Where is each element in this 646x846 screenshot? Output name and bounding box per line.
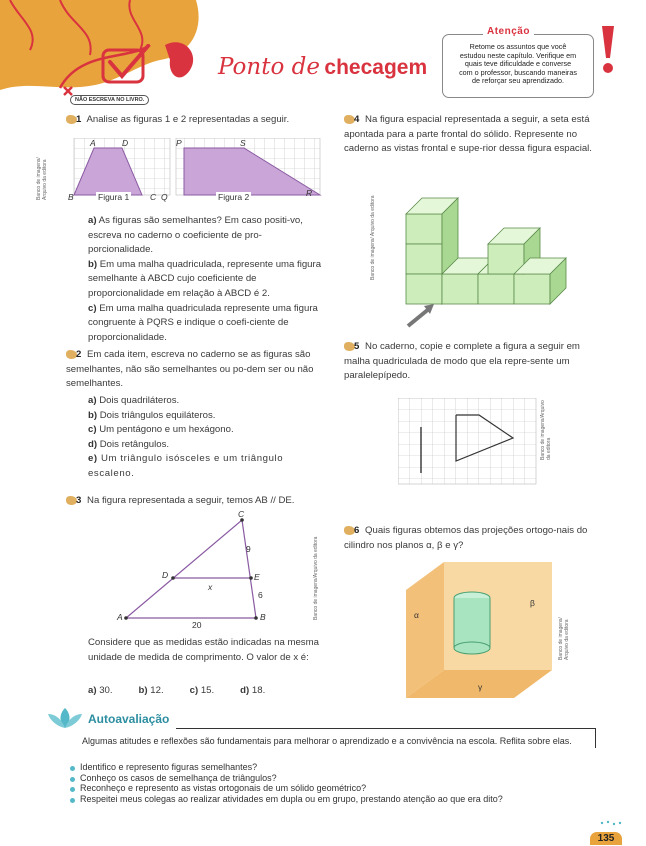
q2-item-d bbox=[88, 438, 326, 453]
list-item: Identifico e represento figuras semelhantes? bbox=[68, 762, 588, 773]
label-alpha: α bbox=[414, 610, 419, 620]
page-title bbox=[218, 54, 427, 80]
option-text: 15. bbox=[200, 685, 215, 696]
label-q: Q bbox=[161, 192, 168, 202]
item-text: Em uma malha quadriculada represente uma figura congruente à PQRS e indique o coefi-ciente de proporcionalidade. bbox=[88, 302, 318, 343]
label-b3: B bbox=[260, 612, 266, 622]
q2-items bbox=[88, 394, 326, 482]
item-letter: b) bbox=[88, 258, 98, 270]
item-letter: c) bbox=[88, 302, 97, 314]
label-s: S bbox=[240, 138, 246, 148]
q1-item-a bbox=[88, 214, 326, 258]
label-20: 20 bbox=[192, 620, 202, 630]
label-c3: C bbox=[238, 509, 245, 519]
lotus-icon bbox=[44, 706, 86, 730]
q1-item-c bbox=[88, 302, 326, 346]
item-text: Um triângulo isósceles e um triângulo escaleno. bbox=[88, 453, 284, 479]
item-text: Em uma malha quadriculada, represente uma figura semelhante à ABCD cujo coeficiente de proporcionalidade em relação à ABCD é 2. bbox=[88, 258, 322, 299]
label-x: x bbox=[208, 582, 213, 592]
autoavaliacao-rule bbox=[176, 728, 596, 729]
label-9: 9 bbox=[246, 544, 251, 554]
q3-option-c bbox=[190, 684, 215, 699]
q3-options bbox=[88, 684, 328, 699]
q6-number: 6 bbox=[344, 524, 362, 539]
q1-items bbox=[88, 214, 326, 345]
label-c: C bbox=[150, 192, 157, 202]
q3-number: 3 bbox=[66, 494, 84, 509]
q3-option-b bbox=[139, 684, 164, 699]
q2-item-c bbox=[88, 423, 326, 438]
q4-text bbox=[344, 113, 594, 157]
q1-number: 1 bbox=[66, 113, 84, 128]
q3-triangle bbox=[118, 510, 278, 630]
exclamation-icon bbox=[597, 24, 619, 76]
item-text: Dois retângulos. bbox=[99, 438, 170, 450]
q3-intro-text: Na figura representada a seguir, temos AB // DE. bbox=[87, 495, 295, 506]
item-letter: a) bbox=[88, 215, 97, 226]
option-letter: b) bbox=[138, 685, 148, 696]
item-text: Dois triângulos equiláteros. bbox=[99, 409, 216, 421]
item-letter: d) bbox=[88, 438, 98, 450]
no-write-badge: NÃO ESCREVA NO LIVRO. bbox=[70, 95, 149, 105]
credit-3: Banco de imagens/ Arquivo da editora bbox=[370, 195, 376, 280]
q6-text bbox=[344, 524, 594, 553]
q4-number: 4 bbox=[344, 113, 362, 128]
autoavaliacao-rule-end bbox=[595, 728, 596, 748]
attention-line: com o professor, buscando maneiras bbox=[459, 67, 577, 77]
item-letter: c) bbox=[88, 424, 97, 436]
autoavaliacao-title: Autoavaliação bbox=[88, 712, 170, 726]
credit-5: Banco de imagens/ Arquivo da editora bbox=[558, 617, 570, 660]
item-text: Dois quadriláteros. bbox=[99, 395, 180, 406]
q4-text-body: Na figura espacial representada a seguir, a seta está apontada para a parte frontal do sólido. Represente no caderno as vistas frontal e supe-rior dessa figura espacial. bbox=[344, 114, 592, 155]
title-bold: checagem bbox=[324, 56, 428, 79]
label-r: R bbox=[306, 188, 313, 198]
autoavaliacao-list bbox=[68, 762, 588, 804]
q2-item-b bbox=[88, 409, 326, 424]
autoavaliacao-intro: Algumas atitudes e reflexões são fundamentais para melhorar o aprendizado e a convivência na escola. Reflita sobre elas. bbox=[82, 736, 572, 746]
title-script: Ponto de bbox=[218, 54, 320, 80]
list-item: Reconheço e represento as vistas ortogonais de um sólido geométrico? bbox=[68, 783, 588, 794]
option-letter: d) bbox=[240, 685, 250, 696]
label-d: D bbox=[122, 138, 129, 148]
item-text: As figuras são semelhantes? Em caso positi-vo, escreva no caderno o coeficiente de pro-porcionalidade. bbox=[88, 215, 303, 256]
label-gamma: γ bbox=[478, 682, 483, 692]
attention-box bbox=[442, 26, 594, 98]
q5-grid-figure bbox=[398, 398, 538, 488]
attention-line: quais teve dificuldade e converse bbox=[464, 59, 572, 69]
item-letter: a) bbox=[88, 395, 97, 406]
figure-1-label: Figura 1 bbox=[98, 192, 130, 202]
list-item: Respeitei meus colegas ao realizar atividades em dupla ou em grupo, prestando atenção ao que era dito? bbox=[68, 794, 588, 805]
option-text: 12. bbox=[150, 685, 164, 696]
credit-2: Banco de imagens/Arquivo da editora bbox=[313, 536, 319, 620]
q5-text-body: No caderno, copie e complete a figura a seguir em malha quadriculada de modo que ela repre-sente um paralelepípedo. bbox=[344, 341, 580, 382]
credit-1: Banco de imagens/ Arquivo da editora bbox=[36, 157, 48, 200]
item-letter: b) bbox=[88, 409, 98, 421]
attention-line: de reforçar seu aprendizado. bbox=[472, 76, 564, 86]
q4-solid bbox=[400, 188, 570, 328]
attention-title: Atenção bbox=[483, 26, 534, 37]
q1-intro bbox=[66, 113, 336, 128]
label-p: P bbox=[176, 138, 182, 148]
label-e3: E bbox=[254, 572, 260, 582]
q3-text: Considere que as medidas estão indicadas na mesma unidade de medida de comprimento. O valor de x é: bbox=[88, 637, 319, 663]
q2-item-e bbox=[88, 452, 326, 481]
q6-text-body: Quais figuras obtemos das projeções ortogo-nais do cilindro nos planos α, β e γ? bbox=[344, 525, 588, 551]
q2-intro bbox=[66, 348, 332, 392]
label-d3: D bbox=[162, 570, 169, 580]
option-text: 30. bbox=[99, 685, 113, 696]
label-a3: A bbox=[117, 612, 123, 622]
label-a: A bbox=[90, 138, 96, 148]
q2-intro-text: Em cada item, escreva no caderno se as figuras são semelhantes, não são semelhantes ou po-dem ser ou não semelhantes. bbox=[66, 349, 314, 390]
q2-number: 2 bbox=[66, 348, 84, 363]
q3-option-a bbox=[88, 684, 113, 699]
q3-intro bbox=[66, 494, 336, 509]
option-letter: a) bbox=[88, 685, 97, 696]
item-letter: e) bbox=[88, 453, 98, 465]
label-6: 6 bbox=[258, 590, 263, 600]
option-text: 18. bbox=[251, 685, 266, 696]
q3-option-d bbox=[240, 684, 265, 699]
q2-item-a bbox=[88, 394, 326, 409]
label-beta: β bbox=[530, 598, 535, 608]
attention-line: estudou neste capítulo. Verifique em bbox=[459, 50, 577, 60]
label-b: B bbox=[68, 192, 74, 202]
option-letter: c) bbox=[189, 685, 199, 696]
q1-intro-text: Analise as figuras 1 e 2 representadas a seguir. bbox=[86, 114, 290, 125]
attention-line: Retome os assuntos que você bbox=[469, 42, 567, 51]
q1-item-b bbox=[88, 258, 326, 302]
q5-text bbox=[344, 340, 594, 384]
q5-number: 5 bbox=[344, 340, 362, 355]
item-text: Um pentágono e um hexágono. bbox=[99, 424, 234, 436]
list-item: Conheço os casos de semelhança de triângulos? bbox=[68, 773, 588, 784]
figure-2-label: Figura 2 bbox=[218, 192, 250, 202]
q6-planes-figure bbox=[404, 560, 554, 702]
credit-4: Banco de imagens/Arquivo da editora bbox=[540, 400, 552, 460]
page-number: 135 bbox=[590, 832, 622, 845]
checkmark-icon bbox=[100, 44, 152, 86]
